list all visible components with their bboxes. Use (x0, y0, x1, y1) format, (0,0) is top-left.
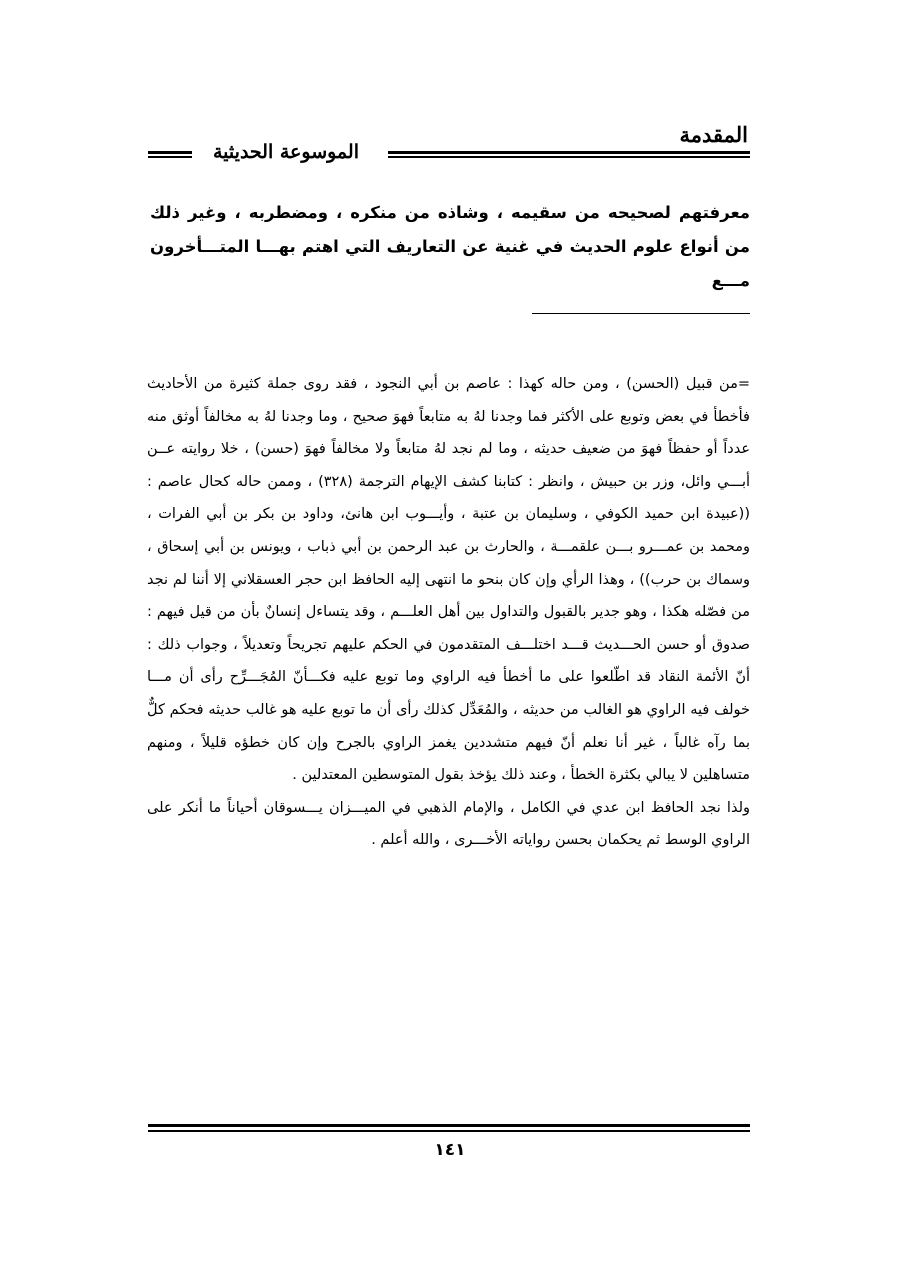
footnote-paragraph: =من قبيل (الحسن) ، ومن حاله كهذا : عاصم بن أبي النجود ، فقد روى جملة كثيرة من الأحاديث فأخطأ في بعض وتوبع على الأكثر فما وجدنا لهُ به متابعاً فهوَ صحيح ، وما وجدنا لهُ به مخالفاً أوثق منه عدداً أو حفظاً فهوَ من ضعيف حديثه ، وما لم نجد لهُ متابعاً ولا مخالفاً فهوَ (حسن) ، خلا روايته عــن أبـــي وائل، وزر بن حبيش ، وانظر : كتابنا كشف الإيهام الترجمة (٣٢٨) ، وممن حاله كحال عاصم : ((عبيدة ابن حميد الكوفي ، وسليمان بن عتبة ، وأيـــوب ابن هانئ، وداود بن بكر بن أبي الفرات ، ومحمد بن عمـــرو بـــن علقمـــة ، والحارث بن عبد الرحمن بن أبي ذباب ، ويونس بن أبي إسحاق ، وسماك بن حرب)) ، وهذا الرأي وإن كان بنحو ما انتهى إليه الحافظ ابن حجر العسقلاني إلا أننا لم نجد من فصّله هكذا ، وهو جدير بالقبول والتداول بين أهل العلـــم ، وقد يتساءل إنسانٌ بأن من قيل فيهم : صدوق أو حسن الحـــديث قـــد اختلـــف المتقدمون في الحكم عليهم تجريحاً وتعديلاً ، وجواب ذلك : أنّ الأئمة النقاد قد اطّلعوا على ما أخطأ فيه الراوي وما توبع عليه فكـــأنّ المُجَـــرِّح رأى أن مـــا خولف فيه الراوي هو الغالب من حديثه ، والمُعَدِّل كذلك رأى أن ما توبع عليه هو غالب حديثه فحكم كلٌّ بما رآه غالباً ، غير أنا نعلم أنّ فيهم متشددين يغمز الراوي بالجرح وإن كان خطؤه قليلاً ، ومنهم متساهلين لا يبالي بكثرة الخطأ ، وعند ذلك يؤخذ بقول المتوسطين المعتدلين . (147, 376, 751, 784)
header-double-rule-right (388, 151, 750, 158)
footnote-separator (532, 313, 750, 314)
footnote (147, 368, 750, 857)
main-paragraph: معرفتهم لصحيحه من سقيمه ، وشاذه من منكره ، ومضطربه ، وغير ذلك من أنواع علوم الحديث في غنية عن التعاريف التي اهتم بهـــا المتـــأخرون مـــع (150, 203, 750, 290)
page-number: ١٤١ (434, 1140, 466, 1160)
footnote-paragraph: ولذا نجد الحافظ ابن عدي في الكامل ، والإمام الذهبي في الميـــزان يـــسوقان أحياناً ما أنكر على الراوي الوسط ثم يحكمان بحسن رواياته الأخـــرى ، والله أعلم . (147, 799, 750, 849)
running-header-book-title: الموسوعة الحديثية (213, 141, 359, 163)
main-text (150, 196, 750, 298)
running-header-chapter: المقدمة (679, 122, 748, 147)
footer-double-rule (148, 1124, 750, 1132)
header-double-rule-left (148, 151, 192, 158)
